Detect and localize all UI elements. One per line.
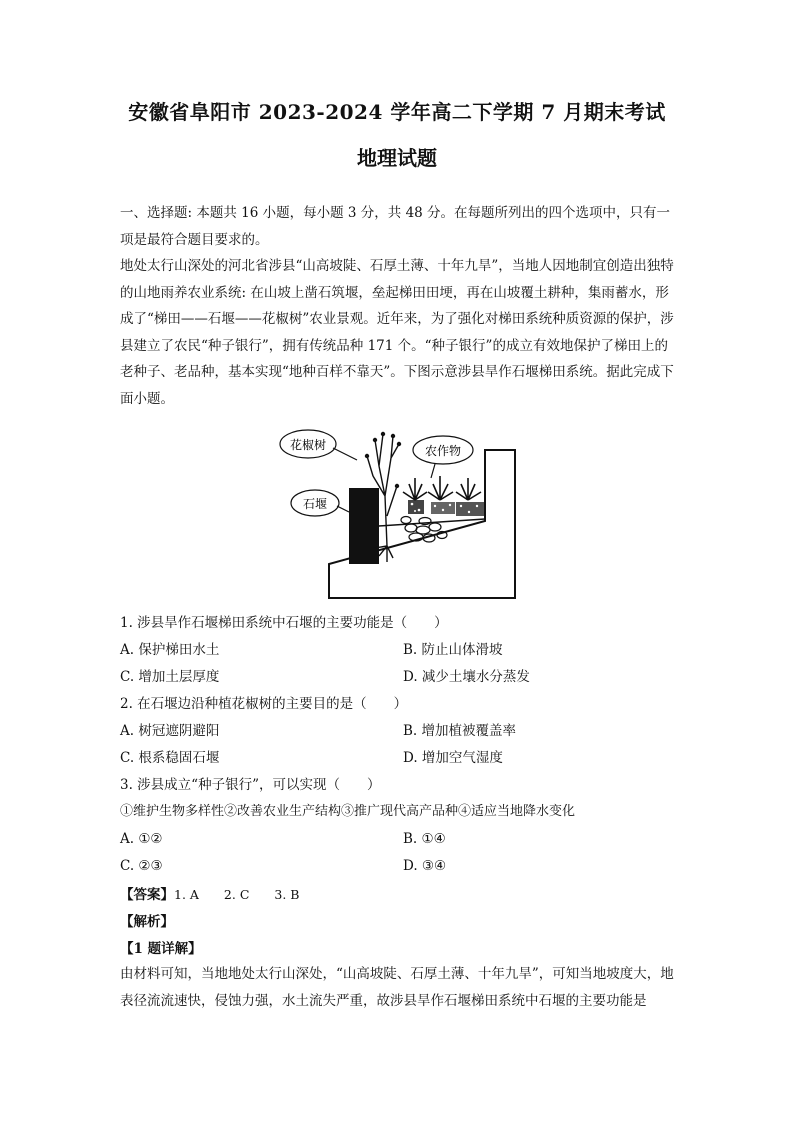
- q1-option-a[interactable]: A. 保护梯田水土: [120, 642, 220, 658]
- page-title: 安徽省阜阳市 2023-2024 学年高二下学期 7 月期末考试: [128, 100, 666, 124]
- soil-blocks: [408, 500, 484, 516]
- q2-option-a[interactable]: A. 树冠遮阴避阳: [120, 723, 220, 739]
- stone-weir: [349, 488, 379, 564]
- label-crops: 农作物: [424, 444, 462, 458]
- q3-stem: 3. 涉县成立“种子银行”，可以实现（ ）: [120, 777, 381, 793]
- analysis-text: 由材料可知，当地地处太行山深处，“山高坡陡、石厚土薄、十年九旱”，可知当地坡度大，地表径流流速快，侵蚀力强，水土流失严重，故涉县旱作石堰梯田系统中石堰的主要功能是: [120, 966, 674, 1009]
- q2-stem: 2. 在石堰边沿种植花椒树的主要目的是（ ）: [120, 696, 408, 712]
- label-stone-weir: 石堰: [302, 497, 328, 511]
- label-pepper-tree: 花椒树: [289, 438, 327, 452]
- q2-option-d[interactable]: D. 增加空气湿度: [403, 750, 503, 766]
- q3-option-d[interactable]: D. ③④: [403, 858, 447, 874]
- q3-option-b[interactable]: B. ①④: [403, 831, 446, 847]
- q1-stem: 1. 涉县旱作石堰梯田系统中石堰的主要功能是（ ）: [120, 615, 448, 631]
- answer-label: 【答案】: [120, 887, 174, 903]
- q3-items: ①维护生物多样性②改善农业生产结构③推广现代高产品种④适应当地降水变化: [120, 804, 576, 819]
- q3-option-c[interactable]: C. ②③: [120, 858, 163, 874]
- section-intro: 一、选择题: 本题共 16 小题，每小题 3 分，共 48 分。在每题所列出的四个选项中，只有一项是最符合题目要求的。: [120, 205, 671, 248]
- analysis-label: 【解析】: [120, 914, 174, 930]
- crop-plants: [403, 476, 481, 500]
- terrace-diagram: [275, 426, 520, 601]
- answer-text: 1. A 2. C 3. B: [174, 887, 300, 902]
- q2-option-b[interactable]: B. 增加植被覆盖率: [403, 723, 517, 739]
- q1-option-d[interactable]: D. 减少土壤水分蒸发: [403, 669, 530, 685]
- q3-option-a[interactable]: A. ①②: [120, 831, 163, 847]
- q1-option-c[interactable]: C. 增加土层厚度: [120, 669, 220, 685]
- q2-option-c[interactable]: C. 根系稳固石堰: [120, 750, 220, 766]
- page-subtitle: 地理试题: [357, 146, 437, 170]
- analysis-sub1: 【1 题详解】: [120, 941, 202, 957]
- material-text: 地处太行山深处的河北省涉县“山高坡陡、石厚土薄、十年九旱”，当地人因地制宜创造出独特的山地雨养农业系统: 在山坡上凿石筑堰，垒起梯田田埂，再在山坡覆土耕种，集雨蓄水，形成了“梯田——石堰——花椒树”农业景观。近年来，为了强化对梯田系统种质资源的保护，涉县建立了农民“种子银行”，拥有传统品种 171 个。“种子银行”的成立有效地保护了梯田上的老种子、老品种，基本实现“地种百样不靠天”。下图示意涉县旱作石堰梯田系统。据此完成下面小题。: [120, 258, 674, 407]
- q1-option-b[interactable]: B. 防止山体滑坡: [403, 642, 503, 658]
- answer-row: [120, 885, 299, 905]
